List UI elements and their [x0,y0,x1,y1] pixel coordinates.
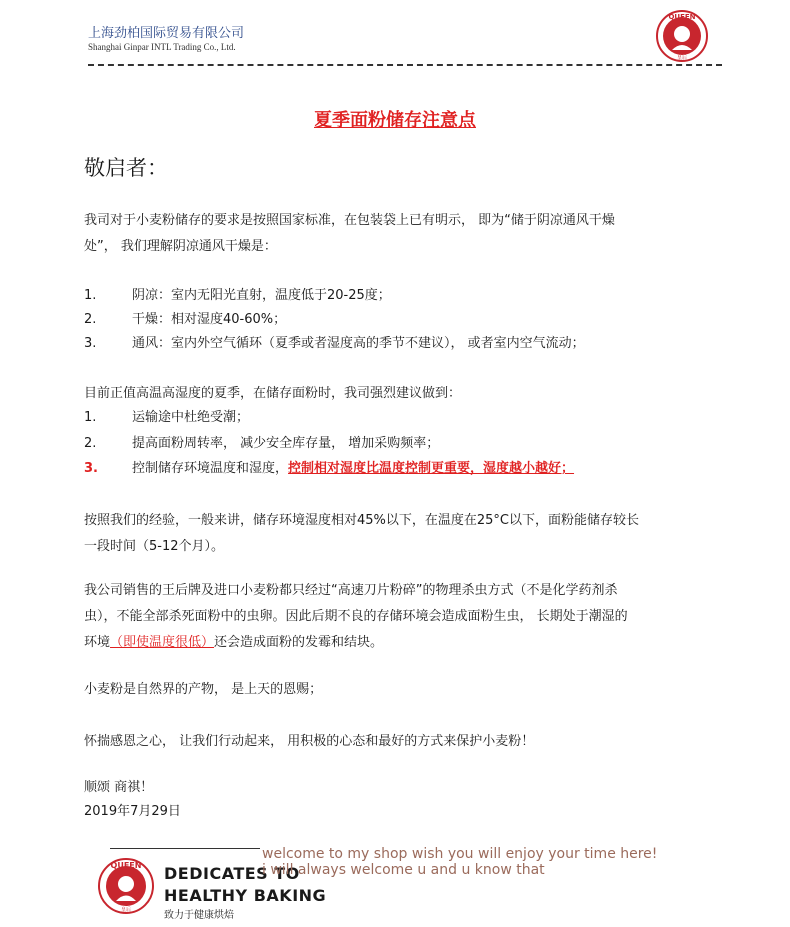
logo-sub: 皇后 [676,55,688,61]
company-name-en: Shanghai Ginpar INTL Trading Co., Ltd. [88,42,236,52]
advice-intro: 目前正值高温高湿度的夏季，在储存面粉时，我司强烈建议做到： [84,386,462,401]
highlight-text: 控制相对湿度比温度控制更重要，湿度越小越好； [288,461,575,476]
document-title: 夏季面粉储存注意点 [314,110,476,131]
slogan-line: HEALTHY BAKING [164,886,327,905]
paragraph-line: 虫），不能全部杀死面粉中的虫卵。因此后期不良的存储环境会造成面粉生虫， 长期处于潮湿的 [84,609,628,624]
list-item [84,457,724,481]
logo-text: QUEEN [110,861,142,870]
list-number: 1. [84,288,97,303]
paragraph-line: 按照我们的经验，一般来讲，储存环境湿度相对45%以下，在温度在25°C以下，面粉能储存较长 [84,513,640,528]
nature-line: 小麦粉是自然界的产物， 是上天的恩赐； [84,682,323,697]
list-item [84,406,724,430]
logo-text: QUEEN [668,13,696,21]
slogan-line: DEDICATES TO [164,864,300,883]
footer-divider [110,848,260,849]
list-text: 干燥：相对湿度40-60%； [132,312,287,327]
watermark-line: i will always welcome u and u know that [262,862,545,878]
list-item [84,332,724,356]
list-text: 阴凉：室内无阳光直射，温度低于20-25度； [132,288,391,303]
list-item [84,432,724,456]
highlight-text: （即使温度很低） [110,635,215,650]
list-text: 通风：室内外空气循环（夏季或者湿度高的季节不建议）， 或者室内空气流动； [132,336,585,351]
list-text: 提高面粉周转率， 减少安全库存量， 增加采购频率； [132,436,440,451]
logo-sub: 皇后 [120,907,132,913]
list-text: 控制储存环境温度和湿度， [132,461,289,476]
intro-paragraph [84,208,724,260]
queen-logo [656,10,708,62]
intro-line: 处”， 我们理解阴凉通风干燥是： [84,239,277,254]
list-number: 1. [84,410,97,425]
queen-logo-footer [98,858,154,914]
header-divider [88,64,722,66]
paragraph-line: 环境（即使温度很低）还会造成面粉的发霉和结块。 [84,635,384,650]
gratitude-line: 怀揣感恩之心， 让我们行动起来， 用积极的心态和最好的方式来保护小麦粉！ [84,734,535,749]
experience-paragraph [84,508,724,560]
list-item [84,308,724,332]
closing: 顺颂 商祺！ [84,780,154,795]
company-name-cn: 上海劲柏国际贸易有限公司 [88,26,245,41]
intro-line: 我司对于小麦粉储存的要求是按照国家标准，在包装袋上已有明示， 即为“储于阴凉通风干燥 [84,213,615,228]
list-number: 2. [84,436,97,451]
paragraph-line: 一段时间（5-12个月）。 [84,539,225,554]
date: 2019年7月29日 [84,804,181,819]
list-number: 2. [84,312,97,327]
list-number: 3. [84,461,98,476]
list-text: 运输途中杜绝受潮； [132,410,250,425]
list-number: 3. [84,336,97,351]
list-item [84,284,724,308]
process-paragraph [84,578,724,656]
salutation: 敬启者： [84,156,168,180]
paragraph-line: 我公司销售的王后牌及进口小麦粉都只经过“高速刀片粉碎”的物理杀虫方式（不是化学药剂杀 [84,583,618,598]
slogan-cn: 致力于健康烘焙 [164,910,234,921]
watermark-line: welcome to my shop wish you will enjoy your time here! [262,846,658,862]
